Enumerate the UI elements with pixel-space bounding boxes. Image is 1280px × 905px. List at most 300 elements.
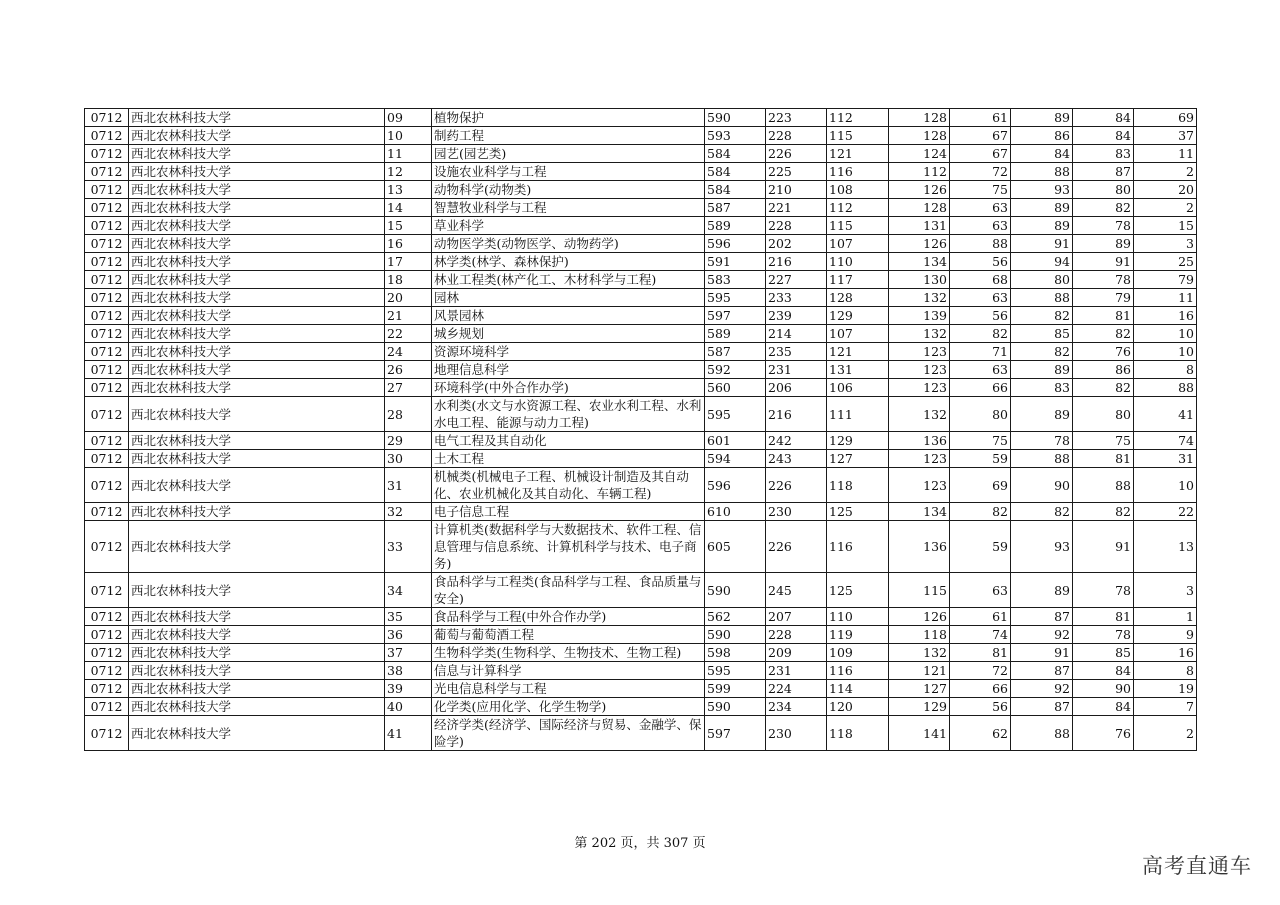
score-cell-8: 11 bbox=[1134, 289, 1197, 307]
score-cell-5: 56 bbox=[950, 253, 1011, 271]
score-cell-2: 230 bbox=[766, 716, 827, 751]
major-name-cell: 林学类(林学、森林保护) bbox=[432, 253, 705, 271]
table-row bbox=[85, 662, 1197, 680]
score-cell-4: 131 bbox=[889, 217, 950, 235]
score-cell-4: 123 bbox=[889, 379, 950, 397]
score-total-cell: 583 bbox=[705, 271, 766, 289]
score-cell-7: 75 bbox=[1073, 432, 1134, 450]
major-code-cell: 36 bbox=[385, 626, 432, 644]
score-cell-7: 84 bbox=[1073, 109, 1134, 127]
score-cell-8: 37 bbox=[1134, 127, 1197, 145]
score-cell-6: 93 bbox=[1011, 521, 1073, 573]
score-cell-2: 226 bbox=[766, 521, 827, 573]
score-cell-2: 221 bbox=[766, 199, 827, 217]
major-name-cell: 电子信息工程 bbox=[432, 503, 705, 521]
score-cell-6: 94 bbox=[1011, 253, 1073, 271]
score-cell-6: 87 bbox=[1011, 662, 1073, 680]
score-cell-3: 107 bbox=[827, 325, 889, 343]
table-row bbox=[85, 521, 1197, 573]
watermark-logo: 高考直通车 bbox=[1142, 854, 1252, 878]
score-cell-8: 10 bbox=[1134, 343, 1197, 361]
score-cell-4: 128 bbox=[889, 109, 950, 127]
page-number: 第 202 页，共 307 页 bbox=[574, 836, 706, 851]
score-cell-2: 245 bbox=[766, 573, 827, 608]
score-cell-3: 112 bbox=[827, 199, 889, 217]
score-cell-2: 210 bbox=[766, 181, 827, 199]
score-cell-2: 233 bbox=[766, 289, 827, 307]
school-code-cell: 0712 bbox=[85, 379, 129, 397]
major-name-cell: 食品科学与工程类(食品科学与工程、食品质量与安全) bbox=[432, 573, 705, 608]
school-code-cell: 0712 bbox=[85, 626, 129, 644]
score-total-cell: 592 bbox=[705, 361, 766, 379]
score-cell-2: 228 bbox=[766, 127, 827, 145]
school-code-cell: 0712 bbox=[85, 361, 129, 379]
score-cell-4: 132 bbox=[889, 289, 950, 307]
score-cell-8: 22 bbox=[1134, 503, 1197, 521]
score-cell-4: 141 bbox=[889, 716, 950, 751]
score-cell-2: 226 bbox=[766, 468, 827, 503]
score-cell-5: 72 bbox=[950, 163, 1011, 181]
major-name-cell: 动物科学(动物类) bbox=[432, 181, 705, 199]
score-cell-5: 82 bbox=[950, 503, 1011, 521]
major-code-cell: 37 bbox=[385, 644, 432, 662]
score-cell-8: 69 bbox=[1134, 109, 1197, 127]
score-cell-6: 92 bbox=[1011, 626, 1073, 644]
major-code-cell: 28 bbox=[385, 397, 432, 432]
school-code-cell: 0712 bbox=[85, 271, 129, 289]
school-code-cell: 0712 bbox=[85, 181, 129, 199]
score-cell-2: 243 bbox=[766, 450, 827, 468]
major-code-cell: 17 bbox=[385, 253, 432, 271]
score-cell-5: 75 bbox=[950, 181, 1011, 199]
score-cell-7: 82 bbox=[1073, 325, 1134, 343]
major-code-cell: 12 bbox=[385, 163, 432, 181]
score-cell-4: 134 bbox=[889, 503, 950, 521]
score-cell-3: 116 bbox=[827, 521, 889, 573]
major-code-cell: 20 bbox=[385, 289, 432, 307]
school-name-cell: 西北农林科技大学 bbox=[129, 468, 385, 503]
score-total-cell: 584 bbox=[705, 145, 766, 163]
school-name-cell: 西北农林科技大学 bbox=[129, 716, 385, 751]
school-code-cell: 0712 bbox=[85, 680, 129, 698]
table-row bbox=[85, 199, 1197, 217]
score-cell-5: 82 bbox=[950, 325, 1011, 343]
score-cell-2: 223 bbox=[766, 109, 827, 127]
score-cell-2: 225 bbox=[766, 163, 827, 181]
score-cell-3: 114 bbox=[827, 680, 889, 698]
score-total-cell: 584 bbox=[705, 163, 766, 181]
score-cell-7: 90 bbox=[1073, 680, 1134, 698]
score-cell-2: 209 bbox=[766, 644, 827, 662]
major-name-cell: 信息与计算科学 bbox=[432, 662, 705, 680]
score-cell-8: 74 bbox=[1134, 432, 1197, 450]
school-name-cell: 西北农林科技大学 bbox=[129, 644, 385, 662]
score-cell-8: 79 bbox=[1134, 271, 1197, 289]
score-cell-4: 130 bbox=[889, 271, 950, 289]
score-cell-3: 118 bbox=[827, 716, 889, 751]
score-cell-7: 82 bbox=[1073, 199, 1134, 217]
major-name-cell: 光电信息科学与工程 bbox=[432, 680, 705, 698]
score-cell-8: 10 bbox=[1134, 325, 1197, 343]
table-row bbox=[85, 253, 1197, 271]
score-cell-2: 239 bbox=[766, 307, 827, 325]
score-cell-4: 139 bbox=[889, 307, 950, 325]
score-cell-7: 78 bbox=[1073, 217, 1134, 235]
table-row bbox=[85, 271, 1197, 289]
score-cell-6: 89 bbox=[1011, 199, 1073, 217]
major-name-cell: 资源环境科学 bbox=[432, 343, 705, 361]
score-cell-7: 82 bbox=[1073, 379, 1134, 397]
school-code-cell: 0712 bbox=[85, 109, 129, 127]
major-name-cell: 生物科学类(生物科学、生物技术、生物工程) bbox=[432, 644, 705, 662]
score-cell-3: 116 bbox=[827, 163, 889, 181]
table-row bbox=[85, 109, 1197, 127]
score-cell-7: 85 bbox=[1073, 644, 1134, 662]
school-code-cell: 0712 bbox=[85, 325, 129, 343]
score-total-cell: 584 bbox=[705, 181, 766, 199]
school-code-cell: 0712 bbox=[85, 289, 129, 307]
major-code-cell: 26 bbox=[385, 361, 432, 379]
score-cell-6: 84 bbox=[1011, 145, 1073, 163]
score-cell-3: 131 bbox=[827, 361, 889, 379]
score-cell-8: 11 bbox=[1134, 145, 1197, 163]
score-cell-3: 129 bbox=[827, 432, 889, 450]
score-cell-4: 129 bbox=[889, 698, 950, 716]
major-code-cell: 40 bbox=[385, 698, 432, 716]
score-cell-4: 112 bbox=[889, 163, 950, 181]
score-cell-6: 88 bbox=[1011, 163, 1073, 181]
table-row bbox=[85, 644, 1197, 662]
score-total-cell: 590 bbox=[705, 109, 766, 127]
score-cell-3: 121 bbox=[827, 343, 889, 361]
score-total-cell: 610 bbox=[705, 503, 766, 521]
score-cell-2: 228 bbox=[766, 217, 827, 235]
score-cell-4: 136 bbox=[889, 521, 950, 573]
score-cell-6: 89 bbox=[1011, 397, 1073, 432]
score-cell-5: 59 bbox=[950, 521, 1011, 573]
score-cell-3: 106 bbox=[827, 379, 889, 397]
admission-score-table bbox=[84, 108, 1197, 751]
score-cell-8: 2 bbox=[1134, 163, 1197, 181]
score-cell-4: 126 bbox=[889, 235, 950, 253]
score-cell-5: 67 bbox=[950, 145, 1011, 163]
score-cell-6: 93 bbox=[1011, 181, 1073, 199]
score-cell-5: 67 bbox=[950, 127, 1011, 145]
score-cell-6: 87 bbox=[1011, 608, 1073, 626]
score-cell-5: 88 bbox=[950, 235, 1011, 253]
score-cell-5: 75 bbox=[950, 432, 1011, 450]
score-cell-5: 81 bbox=[950, 644, 1011, 662]
score-cell-5: 74 bbox=[950, 626, 1011, 644]
major-name-cell: 制药工程 bbox=[432, 127, 705, 145]
score-cell-5: 56 bbox=[950, 307, 1011, 325]
score-cell-4: 128 bbox=[889, 127, 950, 145]
score-cell-4: 121 bbox=[889, 662, 950, 680]
school-code-cell: 0712 bbox=[85, 503, 129, 521]
score-cell-7: 76 bbox=[1073, 343, 1134, 361]
major-code-cell: 29 bbox=[385, 432, 432, 450]
score-cell-8: 2 bbox=[1134, 199, 1197, 217]
score-cell-3: 125 bbox=[827, 573, 889, 608]
score-cell-7: 86 bbox=[1073, 361, 1134, 379]
score-cell-8: 13 bbox=[1134, 521, 1197, 573]
table-row bbox=[85, 397, 1197, 432]
table-row bbox=[85, 217, 1197, 235]
school-code-cell: 0712 bbox=[85, 217, 129, 235]
score-cell-6: 89 bbox=[1011, 109, 1073, 127]
score-cell-7: 91 bbox=[1073, 521, 1134, 573]
score-total-cell: 595 bbox=[705, 289, 766, 307]
score-cell-2: 224 bbox=[766, 680, 827, 698]
score-cell-7: 76 bbox=[1073, 716, 1134, 751]
major-name-cell: 食品科学与工程(中外合作办学) bbox=[432, 608, 705, 626]
table-row bbox=[85, 432, 1197, 450]
major-name-cell: 水利类(水文与水资源工程、农业水利工程、水利水电工程、能源与动力工程) bbox=[432, 397, 705, 432]
school-code-cell: 0712 bbox=[85, 397, 129, 432]
school-name-cell: 西北农林科技大学 bbox=[129, 608, 385, 626]
score-cell-7: 80 bbox=[1073, 181, 1134, 199]
table-row bbox=[85, 503, 1197, 521]
major-code-cell: 09 bbox=[385, 109, 432, 127]
score-cell-8: 15 bbox=[1134, 217, 1197, 235]
school-name-cell: 西北农林科技大学 bbox=[129, 573, 385, 608]
score-total-cell: 593 bbox=[705, 127, 766, 145]
score-cell-8: 3 bbox=[1134, 573, 1197, 608]
major-code-cell: 24 bbox=[385, 343, 432, 361]
major-code-cell: 22 bbox=[385, 325, 432, 343]
score-cell-2: 228 bbox=[766, 626, 827, 644]
major-name-cell: 园林 bbox=[432, 289, 705, 307]
school-name-cell: 西北农林科技大学 bbox=[129, 662, 385, 680]
score-cell-8: 88 bbox=[1134, 379, 1197, 397]
score-cell-7: 81 bbox=[1073, 608, 1134, 626]
table-row bbox=[85, 379, 1197, 397]
score-cell-4: 134 bbox=[889, 253, 950, 271]
score-cell-8: 16 bbox=[1134, 644, 1197, 662]
score-cell-5: 69 bbox=[950, 468, 1011, 503]
major-code-cell: 10 bbox=[385, 127, 432, 145]
school-code-cell: 0712 bbox=[85, 432, 129, 450]
school-name-cell: 西北农林科技大学 bbox=[129, 432, 385, 450]
school-name-cell: 西北农林科技大学 bbox=[129, 361, 385, 379]
table-row bbox=[85, 289, 1197, 307]
major-name-cell: 风景园林 bbox=[432, 307, 705, 325]
school-code-cell: 0712 bbox=[85, 145, 129, 163]
score-cell-7: 78 bbox=[1073, 573, 1134, 608]
score-cell-6: 88 bbox=[1011, 289, 1073, 307]
table-row bbox=[85, 680, 1197, 698]
score-cell-4: 124 bbox=[889, 145, 950, 163]
score-cell-8: 9 bbox=[1134, 626, 1197, 644]
score-cell-4: 115 bbox=[889, 573, 950, 608]
major-name-cell: 机械类(机械电子工程、机械设计制造及其自动化、农业机械化及其自动化、车辆工程) bbox=[432, 468, 705, 503]
score-cell-4: 126 bbox=[889, 181, 950, 199]
score-cell-7: 81 bbox=[1073, 450, 1134, 468]
score-cell-2: 206 bbox=[766, 379, 827, 397]
score-cell-2: 231 bbox=[766, 361, 827, 379]
major-name-cell: 计算机类(数据科学与大数据技术、软件工程、信息管理与信息系统、计算机科学与技术、电子商务) bbox=[432, 521, 705, 573]
score-cell-7: 82 bbox=[1073, 503, 1134, 521]
school-name-cell: 西北农林科技大学 bbox=[129, 253, 385, 271]
score-cell-6: 90 bbox=[1011, 468, 1073, 503]
school-name-cell: 西北农林科技大学 bbox=[129, 307, 385, 325]
school-code-cell: 0712 bbox=[85, 468, 129, 503]
major-code-cell: 18 bbox=[385, 271, 432, 289]
score-cell-8: 10 bbox=[1134, 468, 1197, 503]
school-name-cell: 西北农林科技大学 bbox=[129, 503, 385, 521]
score-cell-4: 118 bbox=[889, 626, 950, 644]
major-name-cell: 设施农业科学与工程 bbox=[432, 163, 705, 181]
major-code-cell: 15 bbox=[385, 217, 432, 235]
score-cell-5: 63 bbox=[950, 289, 1011, 307]
score-cell-6: 91 bbox=[1011, 235, 1073, 253]
score-cell-6: 88 bbox=[1011, 450, 1073, 468]
score-cell-3: 107 bbox=[827, 235, 889, 253]
score-cell-3: 115 bbox=[827, 127, 889, 145]
score-cell-8: 20 bbox=[1134, 181, 1197, 199]
score-cell-5: 59 bbox=[950, 450, 1011, 468]
score-cell-2: 207 bbox=[766, 608, 827, 626]
score-cell-5: 63 bbox=[950, 217, 1011, 235]
score-cell-3: 110 bbox=[827, 608, 889, 626]
score-cell-4: 123 bbox=[889, 450, 950, 468]
score-cell-6: 83 bbox=[1011, 379, 1073, 397]
table-row bbox=[85, 235, 1197, 253]
score-cell-6: 82 bbox=[1011, 307, 1073, 325]
score-cell-5: 71 bbox=[950, 343, 1011, 361]
score-cell-6: 89 bbox=[1011, 361, 1073, 379]
major-code-cell: 27 bbox=[385, 379, 432, 397]
score-cell-6: 80 bbox=[1011, 271, 1073, 289]
score-cell-6: 78 bbox=[1011, 432, 1073, 450]
score-cell-7: 80 bbox=[1073, 397, 1134, 432]
score-cell-6: 92 bbox=[1011, 680, 1073, 698]
school-code-cell: 0712 bbox=[85, 199, 129, 217]
score-cell-5: 63 bbox=[950, 199, 1011, 217]
score-total-cell: 605 bbox=[705, 521, 766, 573]
score-total-cell: 596 bbox=[705, 235, 766, 253]
score-cell-7: 89 bbox=[1073, 235, 1134, 253]
school-name-cell: 西北农林科技大学 bbox=[129, 626, 385, 644]
score-cell-5: 61 bbox=[950, 109, 1011, 127]
school-name-cell: 西北农林科技大学 bbox=[129, 217, 385, 235]
score-cell-7: 81 bbox=[1073, 307, 1134, 325]
score-cell-7: 78 bbox=[1073, 271, 1134, 289]
major-name-cell: 智慧牧业科学与工程 bbox=[432, 199, 705, 217]
major-name-cell: 经济学类(经济学、国际经济与贸易、金融学、保险学) bbox=[432, 716, 705, 751]
score-cell-7: 84 bbox=[1073, 698, 1134, 716]
score-cell-3: 116 bbox=[827, 662, 889, 680]
score-cell-5: 66 bbox=[950, 680, 1011, 698]
score-total-cell: 587 bbox=[705, 199, 766, 217]
score-cell-8: 1 bbox=[1134, 608, 1197, 626]
school-name-cell: 西北农林科技大学 bbox=[129, 397, 385, 432]
score-cell-2: 227 bbox=[766, 271, 827, 289]
school-code-cell: 0712 bbox=[85, 163, 129, 181]
score-cell-8: 19 bbox=[1134, 680, 1197, 698]
score-cell-2: 230 bbox=[766, 503, 827, 521]
major-name-cell: 环境科学(中外合作办学) bbox=[432, 379, 705, 397]
score-cell-3: 115 bbox=[827, 217, 889, 235]
major-name-cell: 动物医学类(动物医学、动物药学) bbox=[432, 235, 705, 253]
score-cell-7: 84 bbox=[1073, 662, 1134, 680]
score-cell-8: 8 bbox=[1134, 662, 1197, 680]
score-total-cell: 601 bbox=[705, 432, 766, 450]
score-cell-7: 91 bbox=[1073, 253, 1134, 271]
table-row bbox=[85, 307, 1197, 325]
score-total-cell: 597 bbox=[705, 716, 766, 751]
school-name-cell: 西北农林科技大学 bbox=[129, 145, 385, 163]
table-row bbox=[85, 181, 1197, 199]
school-code-cell: 0712 bbox=[85, 644, 129, 662]
major-name-cell: 城乡规划 bbox=[432, 325, 705, 343]
score-total-cell: 589 bbox=[705, 217, 766, 235]
school-name-cell: 西北农林科技大学 bbox=[129, 289, 385, 307]
major-code-cell: 41 bbox=[385, 716, 432, 751]
school-code-cell: 0712 bbox=[85, 662, 129, 680]
score-cell-7: 79 bbox=[1073, 289, 1134, 307]
score-cell-3: 129 bbox=[827, 307, 889, 325]
school-name-cell: 西北农林科技大学 bbox=[129, 127, 385, 145]
score-cell-7: 83 bbox=[1073, 145, 1134, 163]
table-row bbox=[85, 145, 1197, 163]
table-row bbox=[85, 626, 1197, 644]
score-cell-2: 216 bbox=[766, 253, 827, 271]
major-name-cell: 植物保护 bbox=[432, 109, 705, 127]
score-cell-2: 242 bbox=[766, 432, 827, 450]
score-cell-6: 88 bbox=[1011, 716, 1073, 751]
score-total-cell: 590 bbox=[705, 573, 766, 608]
score-cell-5: 68 bbox=[950, 271, 1011, 289]
school-name-cell: 西北农林科技大学 bbox=[129, 199, 385, 217]
score-cell-7: 87 bbox=[1073, 163, 1134, 181]
score-cell-6: 91 bbox=[1011, 644, 1073, 662]
score-cell-7: 78 bbox=[1073, 626, 1134, 644]
score-cell-5: 72 bbox=[950, 662, 1011, 680]
score-cell-2: 226 bbox=[766, 145, 827, 163]
table-row bbox=[85, 468, 1197, 503]
major-code-cell: 33 bbox=[385, 521, 432, 573]
school-name-cell: 西北农林科技大学 bbox=[129, 163, 385, 181]
score-cell-8: 7 bbox=[1134, 698, 1197, 716]
major-name-cell: 葡萄与葡萄酒工程 bbox=[432, 626, 705, 644]
score-total-cell: 589 bbox=[705, 325, 766, 343]
school-name-cell: 西北农林科技大学 bbox=[129, 181, 385, 199]
school-name-cell: 西北农林科技大学 bbox=[129, 521, 385, 573]
score-cell-3: 119 bbox=[827, 626, 889, 644]
score-cell-6: 87 bbox=[1011, 698, 1073, 716]
major-name-cell: 林业工程类(林产化工、木材科学与工程) bbox=[432, 271, 705, 289]
score-cell-2: 216 bbox=[766, 397, 827, 432]
score-total-cell: 591 bbox=[705, 253, 766, 271]
score-cell-8: 8 bbox=[1134, 361, 1197, 379]
major-code-cell: 14 bbox=[385, 199, 432, 217]
score-cell-3: 111 bbox=[827, 397, 889, 432]
major-code-cell: 11 bbox=[385, 145, 432, 163]
score-cell-2: 234 bbox=[766, 698, 827, 716]
school-code-cell: 0712 bbox=[85, 521, 129, 573]
major-name-cell: 草业科学 bbox=[432, 217, 705, 235]
table-row bbox=[85, 608, 1197, 626]
score-total-cell: 598 bbox=[705, 644, 766, 662]
score-total-cell: 595 bbox=[705, 397, 766, 432]
score-cell-8: 2 bbox=[1134, 716, 1197, 751]
score-cell-7: 84 bbox=[1073, 127, 1134, 145]
score-cell-4: 127 bbox=[889, 680, 950, 698]
major-name-cell: 地理信息科学 bbox=[432, 361, 705, 379]
score-cell-3: 120 bbox=[827, 698, 889, 716]
score-total-cell: 590 bbox=[705, 698, 766, 716]
